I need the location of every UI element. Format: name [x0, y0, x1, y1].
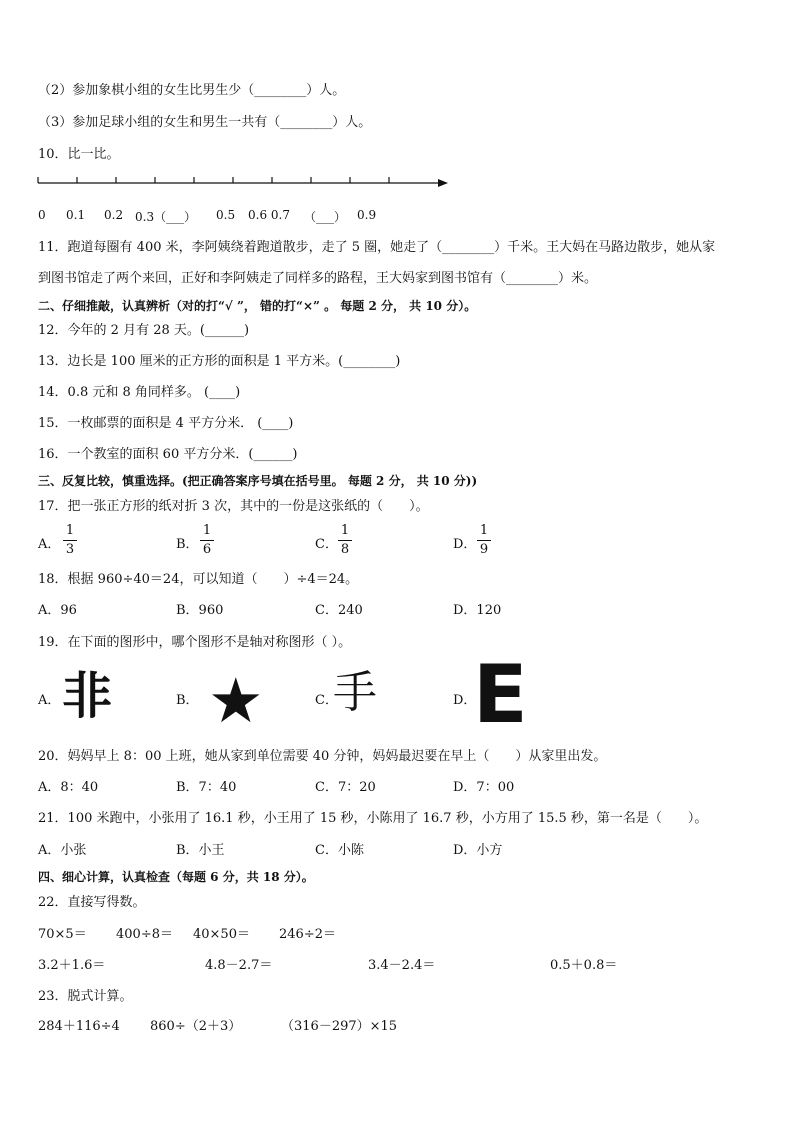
q17-option-a-fraction: 1 3	[63, 524, 77, 557]
q22-item: 3.4－2.4＝	[368, 958, 436, 973]
q17-option-b-label: B．	[176, 537, 199, 552]
q9-line-3: （3）参加足球小组的女生和男生一共有（________）人。	[38, 115, 372, 130]
q20-option-a: A．8：40	[38, 780, 99, 795]
tick-label: 0.3（___）	[135, 210, 197, 224]
tick-label: 0.5	[216, 208, 236, 222]
tick-label: 0.2	[104, 208, 124, 222]
q23-title: 23．脱式计算。	[38, 989, 133, 1004]
q21-option-b: B．小王	[176, 843, 225, 858]
q23-item: 284＋116÷4	[38, 1019, 120, 1034]
tick-label: 0.6 0.7	[248, 208, 290, 222]
q20-stem: 20．妈妈早上 8：00 上班，她从家到单位需要 40 分钟，妈妈最迟要在早上（ ）从家里出发。	[38, 749, 607, 764]
q18-option-b: B．960	[176, 603, 224, 618]
q19-figure-fei-character: 非	[62, 667, 112, 725]
q15: 15．一枚邮票的面积是 4 平方分米． (____)	[38, 416, 294, 431]
q17-stem: 17．把一张正方形的纸对折 3 次，其中的一份是这张纸的（ ）。	[38, 499, 429, 514]
q22-title: 22．直接写得数。	[38, 895, 146, 910]
q20-option-b: B．7：40	[176, 780, 237, 795]
section-2-heading: 二、仔细推敲，认真辨析（对的打“√ ”， 错的打“×” 。 每题 2 分， 共 10 分）。	[38, 299, 477, 313]
q19-figure-letter-e: E	[473, 648, 528, 741]
q17-option-b-fraction: 1 6	[200, 524, 214, 557]
q17-option-d-label: D．	[453, 537, 477, 552]
q20-option-d: D．7：00	[453, 780, 515, 795]
q18-option-a: A．96	[38, 603, 77, 618]
tick-label: 0	[38, 208, 46, 222]
q21-option-c: C．小陈	[315, 843, 364, 858]
q17-option-a-label: A．	[38, 537, 61, 552]
q18-option-c: C．240	[315, 603, 363, 618]
q14: 14．0.8 元和 8 角同样多。 (____)	[38, 385, 241, 400]
q19-figure-shou-character: 手	[333, 667, 377, 718]
tick-label: 0.9	[357, 208, 377, 222]
q18-option-d: D．120	[453, 603, 502, 618]
q22-item: 400÷8＝	[116, 927, 173, 942]
q21-option-a: A．小张	[38, 843, 87, 858]
q9-line-2: （2）参加象棋小组的女生比男生少（________）人。	[38, 83, 346, 98]
q22-item: 40×50＝	[193, 927, 250, 942]
q19-option-c-label: C．	[315, 693, 338, 708]
tick-label: （___）	[304, 210, 347, 224]
q21-option-d: D．小方	[453, 843, 503, 858]
q20-option-c: C．7：20	[315, 780, 376, 795]
q21-stem: 21．100 米跑中，小张用了 16.1 秒，小王用了 15 秒，小陈用了 16.7 秒，小方用了 15.5 秒，第一名是（ ）。	[38, 811, 708, 826]
q10-title: 10．比一比。	[38, 147, 120, 162]
number-line	[34, 172, 454, 194]
q19-option-a-label: A．	[38, 693, 61, 708]
q19-stem: 19．在下面的图形中，哪个图形不是轴对称图形（ ）。	[38, 635, 352, 650]
q11-line-2: 到图书馆走了两个来回，正好和李阿姨走了同样多的路程，王大妈家到图书馆有（________）米。	[38, 271, 598, 286]
q16: 16．一个教室的面积 60 平方分米．(______)	[38, 447, 298, 462]
q19-option-d-label: D．	[453, 693, 477, 708]
q22-item: 70×5＝	[38, 927, 87, 942]
tick-label: 0.1	[66, 208, 86, 222]
q11-line-1: 11．跑道每圈有 400 米，李阿姨绕着跑道散步，走了 5 圈，她走了（________）千米。王大妈在马路边散步，她从家	[38, 240, 716, 255]
q19-figure-star-icon: ★	[208, 664, 264, 737]
q18-stem: 18．根据 960÷40＝24，可以知道（ ）÷4＝24。	[38, 572, 359, 587]
q22-item: 0.5＋0.8＝	[550, 958, 618, 973]
section-4-heading: 四、细心计算，认真检查（每题 6 分，共 18 分）。	[38, 870, 314, 884]
q23-item: （316－297）×15	[281, 1019, 398, 1034]
q17-option-d-fraction: 1 9	[477, 524, 491, 557]
q22-item: 4.8－2.7＝	[205, 958, 273, 973]
q22-item: 246÷2＝	[279, 927, 336, 942]
section-3-heading: 三、反复比较，慎重选择。(把正确答案序号填在括号里。 每题 2 分， 共 10 分))	[38, 474, 478, 488]
q17-option-c-label: C．	[315, 537, 338, 552]
q23-item: 860÷（2＋3）	[150, 1019, 242, 1034]
q19-option-b-label: B．	[176, 693, 199, 708]
q22-item: 3.2＋1.6＝	[38, 958, 106, 973]
q17-option-c-fraction: 1 8	[338, 524, 352, 557]
q12: 12．今年的 2 月有 28 天。(______)	[38, 323, 250, 338]
q13: 13．边长是 100 厘米的正方形的面积是 1 平方米。(________)	[38, 354, 401, 369]
